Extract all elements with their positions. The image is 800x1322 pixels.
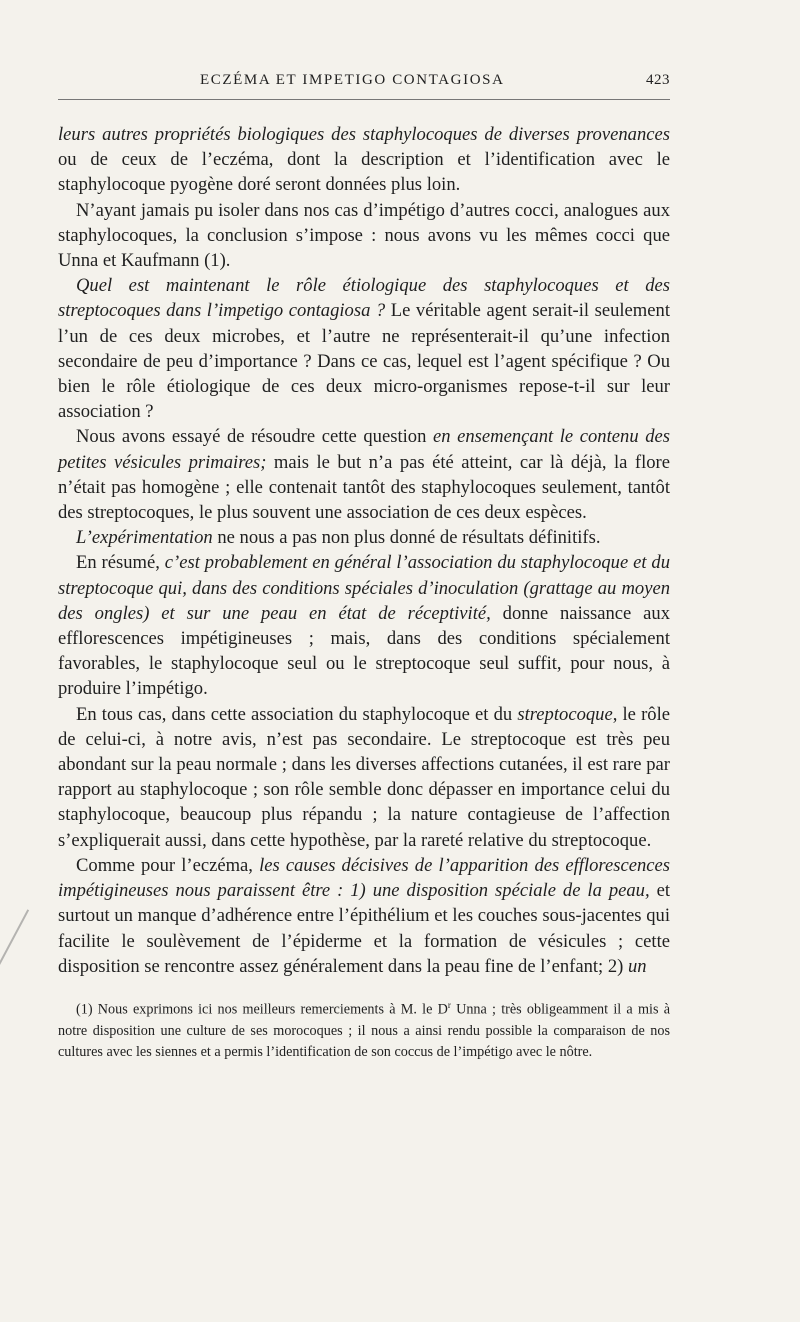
paragraph-3: Quel est maintenant le rôle étiologique des staphylocoques et des streptocoques dans l’impetigo contagiosa ? Le véritable agent serait-il seulement l’un de ces deux microbes, et l’autre ne représenterait-il qu’une infection secondaire de peu d’importance ? Dans ce cas, lequel est l’agent spécifique ? Ou bien le rôle étiologique de ces deux micro-organismes repose-t-il sur leur association ? — [58, 275, 670, 423]
paragraph-5: L’expérimentation ne nous a pas non plus donné de résultats définitifs. — [76, 527, 601, 549]
paragraph-4: Nous avons essayé de résoudre cette question en ensemençant le contenu des petites vésicules primaires; mais le but n’a pas été atteint, car là déjà, la flore n’était pas homogène ; elle contenait tantôt des staphylocoques seulement, tantôt des streptocoques, le plus souvent une association de ces deux espèces. — [58, 426, 670, 524]
margin-pen-mark — [0, 909, 29, 982]
page-number: 423 — [646, 72, 670, 88]
book-page — [58, 72, 670, 1063]
paragraph-7: En tous cas, dans cette association du staphylocoque et du streptocoque, le rôle de celui-ci, à notre avis, n’est pas secondaire. Le streptocoque est très peu abondant sur la peau normale ; dans les diverses affections cutanées, il est rare par rapport au staphylocoque ; son rôle semble donc dépasser en importance celui du staphylocoque, beaucoup plus répandu ; la nature contagieuse de l’affection s’expliquerait aussi, dans cette hypothèse, par la rareté relative du streptocoque. — [58, 703, 670, 851]
running-header — [58, 72, 670, 100]
footnote-1: (1) Nous exprimons ici nos meilleurs remerciements à M. le $D^r$ Unna ; très obligeamment il a mis à notre disposition une culture de ses morocoques ; il nous a ainsi rendu possible la comparaison de nos cultures avec les siennes et a permis l’identification de son coccus de l’impétigo avec le nôtre. — [58, 999, 670, 1060]
paragraph-8: Comme pour l’eczéma, les causes décisives de l’apparition des efflorescences impétigineuses nous paraissent être : 1) une disposition spéciale de la peau, et surtout un manque d’adhérence entre l’épithélium et les couches sous-jacentes qui facilite le soulèvement de l’épiderme et la formation de vésicules ; cette disposition se rencontre assez généralement dans la peau fine de l’enfant; 2) un — [58, 854, 671, 977]
paragraph-1: leurs autres propriétés biologiques des staphylocoques de diverses provenances ou de ceux de l’eczéma, dont la description et l’identification avec le staphylocoque pyogène doré seront données plus loin. — [58, 124, 670, 196]
running-title: ECZÉMA ET IMPETIGO CONTAGIOSA — [200, 72, 505, 88]
paragraph-6: En résumé, c’est probablement en général l’association du staphylocoque et du streptocoque qui, dans des conditions spéciales d’inoculation (grattage au moyen des ongles) et sur une peau en état de réceptivité, donne naissance aux efflorescences impétigineuses ; mais, dans des conditions spécialement favorables, le staphylocoque seul ou le streptocoque seul suffit, pour nous, à produire l’impétigo. — [58, 552, 670, 700]
body-text — [58, 122, 670, 979]
paragraph-2: N’ayant jamais pu isoler dans nos cas d’impétigo d’autres cocci, analogues aux staphylocoques, la conclusion s’impose : nous avons vu les mêmes cocci que Unna et Kaufmann (1). — [58, 199, 670, 272]
footnote — [58, 995, 670, 1063]
